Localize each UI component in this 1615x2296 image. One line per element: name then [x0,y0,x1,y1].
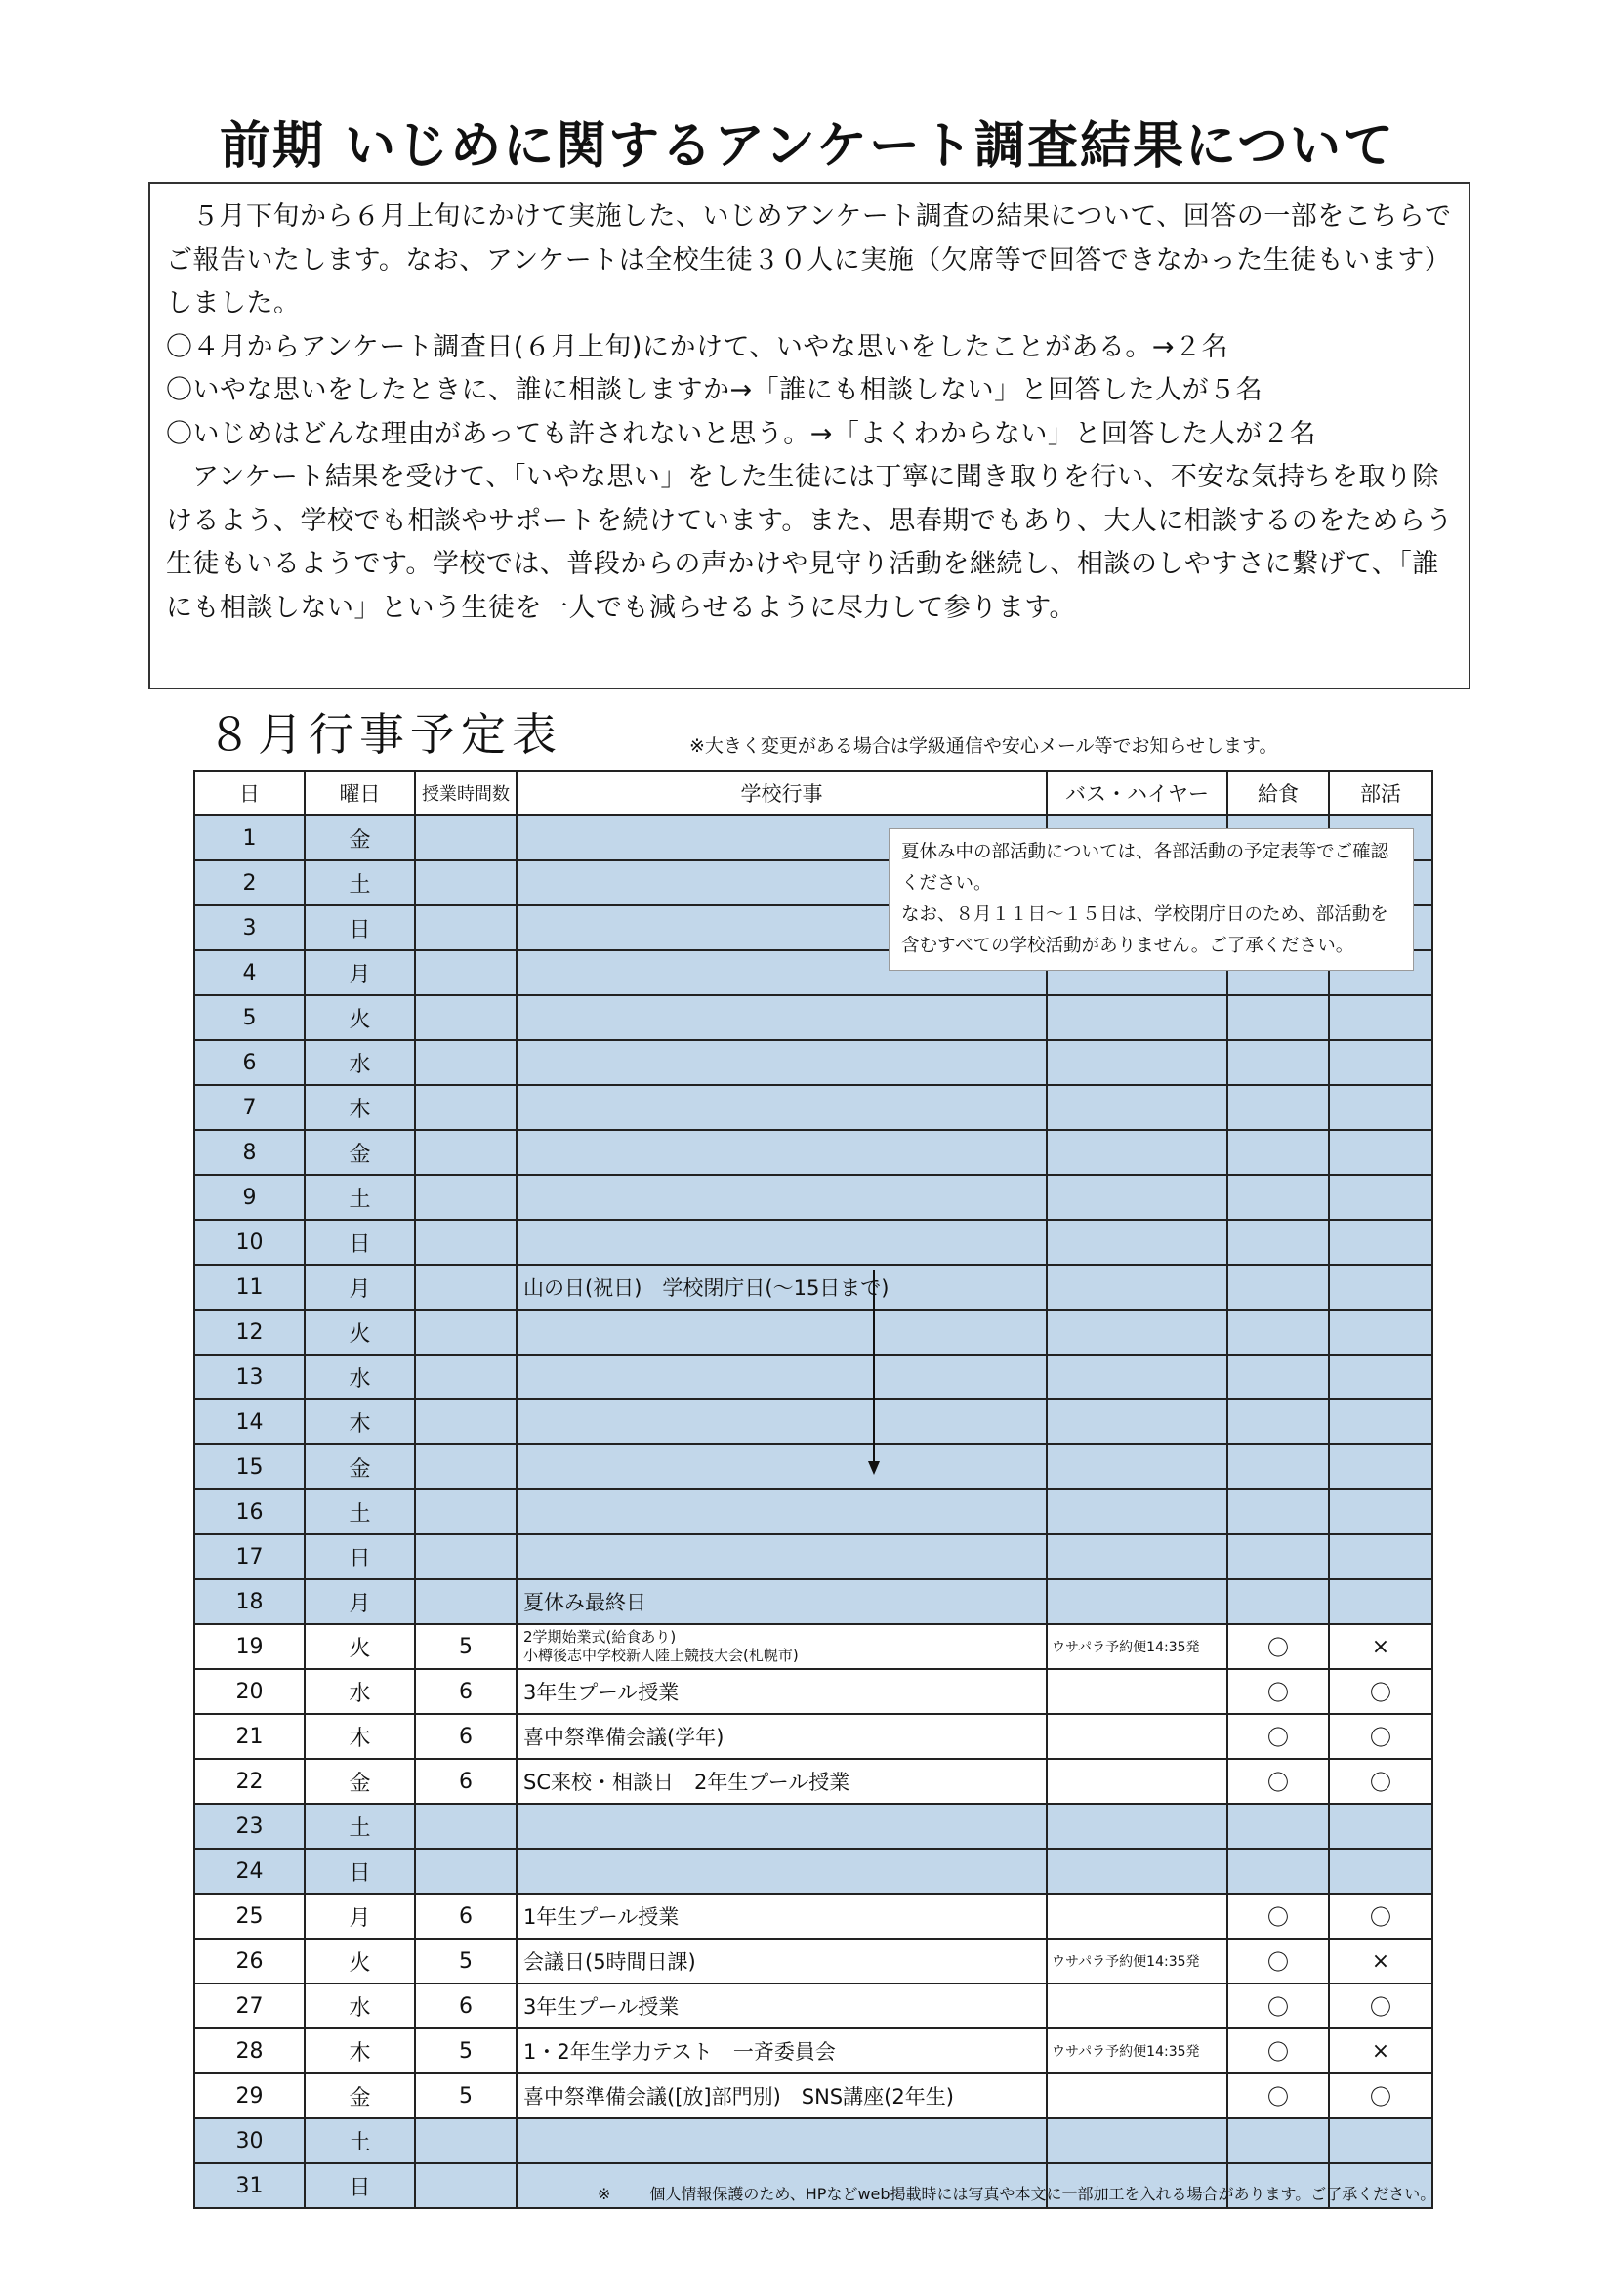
club-cell [1329,1355,1432,1399]
club-cell: 〇 [1329,1759,1432,1804]
periods-cell: 5 [415,1939,517,1983]
club-cell [1329,1399,1432,1444]
schedule-row [194,1849,1432,1894]
periods-cell [415,905,517,950]
event-cell: 喜中祭準備会議([放]部門別) SNS講座(2年生) [517,2073,1047,2118]
day-cell: 4 [194,950,305,995]
event-cell [517,995,1047,1040]
periods-cell [415,1849,517,1894]
lunch-cell [1227,1310,1329,1355]
bus-cell [1047,1894,1227,1939]
schedule-row [194,1265,1432,1310]
periods-cell [415,1444,517,1489]
lunch-cell [1227,1849,1329,1894]
day-cell: 16 [194,1489,305,1534]
periods-cell: 6 [415,1759,517,1804]
event-cell: 3年生プール授業 [517,1669,1047,1714]
lunch-cell: 〇 [1227,1983,1329,2028]
periods-cell [415,815,517,860]
periods-cell: 6 [415,1714,517,1759]
club-cell [1329,1489,1432,1534]
day-cell: 29 [194,2073,305,2118]
day-cell: 7 [194,1085,305,1130]
day-cell: 28 [194,2028,305,2073]
schedule-row [194,1759,1432,1804]
schedule-note: ※大きく変更がある場合は学級通信や安心メール等でお知らせします。 [689,735,1278,757]
club-cell: × [1329,1939,1432,1983]
periods-cell [415,1489,517,1534]
day-cell: 30 [194,2118,305,2163]
bus-cell [1047,2118,1227,2163]
day-cell: 8 [194,1130,305,1175]
lunch-cell [1227,1579,1329,1624]
periods-cell [415,1355,517,1399]
header-club: 部活 [1329,771,1432,815]
periods-cell: 5 [415,2028,517,2073]
weekday-cell: 日 [305,1220,415,1265]
schedule-row [194,1804,1432,1849]
weekday-cell: 土 [305,1489,415,1534]
schedule-row [194,1939,1432,1983]
periods-cell [415,1804,517,1849]
weekday-cell: 金 [305,815,415,860]
event-cell: 夏休み最終日 [517,1579,1047,1624]
club-cell [1329,1579,1432,1624]
day-cell: 23 [194,1804,305,1849]
lunch-cell: 〇 [1227,1894,1329,1939]
lunch-cell [1227,1444,1329,1489]
event-cell: 喜中祭準備会議(学年) [517,1714,1047,1759]
weekday-cell: 火 [305,1310,415,1355]
event-cell [517,1310,1047,1355]
day-cell: 3 [194,905,305,950]
weekday-cell: 金 [305,1130,415,1175]
schedule-row [194,995,1432,1040]
bus-cell: ウサパラ予約便14:35発 [1047,1939,1227,1983]
lunch-cell [1227,1804,1329,1849]
day-cell: 20 [194,1669,305,1714]
bus-cell [1047,995,1227,1040]
day-cell: 31 [194,2163,305,2208]
club-cell [1329,1175,1432,1220]
event-cell [517,1130,1047,1175]
day-cell: 17 [194,1534,305,1579]
header-weekday: 曜日 [305,771,415,815]
weekday-cell: 水 [305,1669,415,1714]
day-cell: 27 [194,1983,305,2028]
event-cell: SC来校・相談日 2年生プール授業 [517,1759,1047,1804]
survey-closing: アンケート結果を受けて、「いやな思い」をした生徒には丁寧に聞き取りを行い、不安な気持ちを取り除けるよう、学校でも相談やサポートを続けています。また、思春期でもあり、大人に相談するのをためらう生徒もいるようです。学校では、普段からの声かけや見守り活動を継続し、相談のしやすさに繋げて、「誰にも相談しない」という生徒を一人でも減らせるように尽力して参ります。 [166,462,1453,623]
club-cell [1329,995,1432,1040]
periods-cell [415,1399,517,1444]
club-cell [1329,2118,1432,2163]
event-cell [517,1220,1047,1265]
footer-note [598,2184,1435,2205]
periods-cell [415,1040,517,1085]
survey-item-1: 〇４月からアンケート調査日(６月上旬)にかけて、いやな思いをしたことがある。→２名 [166,331,1229,362]
weekday-cell: 日 [305,1849,415,1894]
club-cell [1329,1040,1432,1085]
header-bus: バス・ハイヤー [1047,771,1227,815]
periods-cell [415,1220,517,1265]
weekday-cell: 土 [305,1804,415,1849]
schedule-row [194,1624,1432,1669]
club-cell: 〇 [1329,1983,1432,2028]
club-cell: × [1329,2028,1432,2073]
bus-cell [1047,1040,1227,1085]
lunch-cell [1227,1085,1329,1130]
periods-cell: 6 [415,1669,517,1714]
day-cell: 21 [194,1714,305,1759]
lunch-cell [1227,2118,1329,2163]
lunch-cell: 〇 [1227,1624,1329,1669]
bus-cell [1047,1175,1227,1220]
periods-cell [415,1265,517,1310]
day-cell: 5 [194,995,305,1040]
weekday-cell: 木 [305,1714,415,1759]
bus-cell [1047,1489,1227,1534]
periods-cell: 6 [415,1894,517,1939]
bus-cell [1047,1534,1227,1579]
event-cell [517,1355,1047,1399]
day-cell: 6 [194,1040,305,1085]
event-cell [517,2118,1047,2163]
weekday-cell: 月 [305,1265,415,1310]
weekday-cell: 木 [305,2028,415,2073]
lunch-cell: 〇 [1227,1714,1329,1759]
periods-cell: 5 [415,2073,517,2118]
periods-cell [415,995,517,1040]
bus-cell [1047,1399,1227,1444]
club-cell: 〇 [1329,1894,1432,1939]
day-cell: 18 [194,1579,305,1624]
lunch-cell: 〇 [1227,1669,1329,1714]
weekday-cell: 金 [305,1759,415,1804]
day-cell: 14 [194,1399,305,1444]
day-cell: 22 [194,1759,305,1804]
schedule-row [194,1579,1432,1624]
weekday-cell: 水 [305,1040,415,1085]
day-cell: 1 [194,815,305,860]
callout-line-2: なお、８月１１日～１５日は、学校閉庁日のため、部活動を含むすべての学校活動がありません。ご了承ください。 [901,904,1388,956]
periods-cell [415,860,517,905]
weekday-cell: 火 [305,1939,415,1983]
day-cell: 10 [194,1220,305,1265]
schedule-row [194,1983,1432,2028]
bus-cell [1047,1669,1227,1714]
bus-cell [1047,1265,1227,1310]
event-cell: 1・2年生学力テスト 一斉委員会 [517,2028,1047,2073]
club-cell [1329,1265,1432,1310]
club-cell [1329,1444,1432,1489]
club-activity-callout [889,828,1414,971]
schedule-row [194,1355,1432,1399]
event-cell: 1年生プール授業 [517,1894,1047,1939]
event-cell [517,1085,1047,1130]
bus-cell [1047,1714,1227,1759]
weekday-cell: 月 [305,1894,415,1939]
lunch-cell [1227,1399,1329,1444]
schedule-row [194,1130,1432,1175]
day-cell: 25 [194,1894,305,1939]
callout-line-1: 夏休み中の部活動については、各部活動の予定表等でご確認ください。 [901,842,1389,894]
bus-cell [1047,1444,1227,1489]
event-cell: 3年生プール授業 [517,1983,1047,2028]
periods-cell [415,2118,517,2163]
club-cell: 〇 [1329,2073,1432,2118]
day-cell: 19 [194,1624,305,1669]
lunch-cell: 〇 [1227,2028,1329,2073]
weekday-cell: 月 [305,1579,415,1624]
event-line-2: 小樽後志中学校新人陸上競技大会(札幌市) [523,1647,799,1664]
schedule-row [194,1085,1432,1130]
event-cell [517,1444,1047,1489]
bus-cell [1047,1759,1227,1804]
club-cell [1329,1130,1432,1175]
weekday-cell: 木 [305,1085,415,1130]
club-cell [1329,1804,1432,1849]
schedule-row [194,1175,1432,1220]
day-cell: 12 [194,1310,305,1355]
weekday-cell: 金 [305,2073,415,2118]
lunch-cell [1227,1175,1329,1220]
periods-cell [415,1579,517,1624]
day-cell: 24 [194,1849,305,1894]
event-cell [517,1804,1047,1849]
day-cell: 11 [194,1265,305,1310]
header-lunch: 給食 [1227,771,1329,815]
survey-results-box [148,182,1470,689]
event-cell [517,1489,1047,1534]
bus-cell [1047,1355,1227,1399]
weekday-cell: 日 [305,1534,415,1579]
periods-cell [415,1310,517,1355]
header-day: 日 [194,771,305,815]
header-periods: 授業時間数 [415,771,517,815]
weekday-cell: 日 [305,2163,415,2208]
schedule-row [194,1040,1432,1085]
weekday-cell: 火 [305,995,415,1040]
header-events: 学校行事 [517,771,1047,815]
schedule-row [194,1444,1432,1489]
lunch-cell [1227,995,1329,1040]
lunch-cell: 〇 [1227,1759,1329,1804]
lunch-cell [1227,1355,1329,1399]
club-cell: 〇 [1329,1714,1432,1759]
lunch-cell [1227,1040,1329,1085]
footer-mark: ※ [598,2185,611,2203]
event-cell: 山の日(祝日) 学校閉庁日(～15日まで) [517,1265,1047,1310]
schedule-row [194,2028,1432,2073]
day-cell: 15 [194,1444,305,1489]
day-cell: 9 [194,1175,305,1220]
lunch-cell [1227,1534,1329,1579]
lunch-cell [1227,1489,1329,1534]
weekday-cell: 日 [305,905,415,950]
lunch-cell: 〇 [1227,2073,1329,2118]
event-cell [517,1399,1047,1444]
club-cell [1329,1534,1432,1579]
day-cell: 2 [194,860,305,905]
day-cell: 26 [194,1939,305,1983]
event-line-1: 2学期始業式(給食あり) [523,1628,677,1646]
periods-cell [415,2163,517,2208]
lunch-cell [1227,1220,1329,1265]
bus-cell: ウサパラ予約便14:35発 [1047,1624,1227,1669]
weekday-cell: 月 [305,950,415,995]
day-cell: 13 [194,1355,305,1399]
schedule-row [194,1220,1432,1265]
survey-intro: ５月下旬から６月上旬にかけて実施した、いじめアンケート調査の結果について、回答の一部をこちらでご報告いたします。なお、アンケートは全校生徒３０人に実施（欠席等で回答できなかった生徒もいます）しました。 [166,201,1452,318]
event-cell [517,1040,1047,1085]
schedule-row [194,2118,1432,2163]
schedule-row [194,1714,1432,1759]
bus-cell [1047,1130,1227,1175]
bus-cell [1047,1310,1227,1355]
weekday-cell: 土 [305,860,415,905]
survey-item-3: 〇いじめはどんな理由があっても許されないと思う。→「よくわからない」と回答した人が２名 [166,418,1316,449]
club-cell: × [1329,1624,1432,1669]
event-cell [517,1534,1047,1579]
bus-cell: ウサパラ予約便14:35発 [1047,2028,1227,2073]
schedule-row [194,1310,1432,1355]
lunch-cell: 〇 [1227,1939,1329,1983]
periods-cell [415,1534,517,1579]
schedule-row [194,1534,1432,1579]
bus-cell [1047,1849,1227,1894]
periods-cell: 5 [415,1624,517,1669]
periods-cell [415,1085,517,1130]
club-cell [1329,1310,1432,1355]
schedule-row [194,2073,1432,2118]
weekday-cell: 土 [305,1175,415,1220]
weekday-cell: 土 [305,2118,415,2163]
down-arrow-icon [865,1270,883,1475]
event-cell [517,1849,1047,1894]
schedule-row [194,1399,1432,1444]
event-cell: 会議日(5時間日課) [517,1939,1047,1983]
periods-cell [415,1175,517,1220]
event-cell [517,1624,1047,1669]
club-cell: 〇 [1329,1669,1432,1714]
schedule-table [193,770,1436,2209]
schedule-body [194,815,1432,2208]
periods-cell [415,950,517,995]
club-cell [1329,1220,1432,1265]
bus-cell [1047,1085,1227,1130]
weekday-cell: 水 [305,1983,415,2028]
bus-cell [1047,2073,1227,2118]
lunch-cell [1227,1130,1329,1175]
schedule-row [194,1669,1432,1714]
weekday-cell: 金 [305,1444,415,1489]
event-cell [517,1175,1047,1220]
periods-cell: 6 [415,1983,517,2028]
schedule-row [194,1489,1432,1534]
schedule-header-row [194,771,1432,815]
weekday-cell: 木 [305,1399,415,1444]
schedule-row [194,1894,1432,1939]
bus-cell [1047,1220,1227,1265]
lunch-cell [1227,1265,1329,1310]
page-title: 前期 いじめに関するアンケート調査結果について [220,117,1395,176]
weekday-cell: 水 [305,1355,415,1399]
footer-text: 個人情報保護のため、HPなどweb掲載時には写真や本文に一部加工を入れる場合があります。ご了承ください。 [649,2185,1436,2203]
club-cell [1329,1085,1432,1130]
schedule-title: ８月行事予定表 [207,708,562,761]
bus-cell [1047,1579,1227,1624]
bus-cell [1047,1983,1227,2028]
club-cell [1329,1849,1432,1894]
bus-cell [1047,1804,1227,1849]
periods-cell [415,1130,517,1175]
weekday-cell: 火 [305,1624,415,1669]
survey-item-2: 〇いやな思いをしたときに、誰に相談しますか→「誰にも相談しない」と回答した人が５名 [166,375,1263,405]
